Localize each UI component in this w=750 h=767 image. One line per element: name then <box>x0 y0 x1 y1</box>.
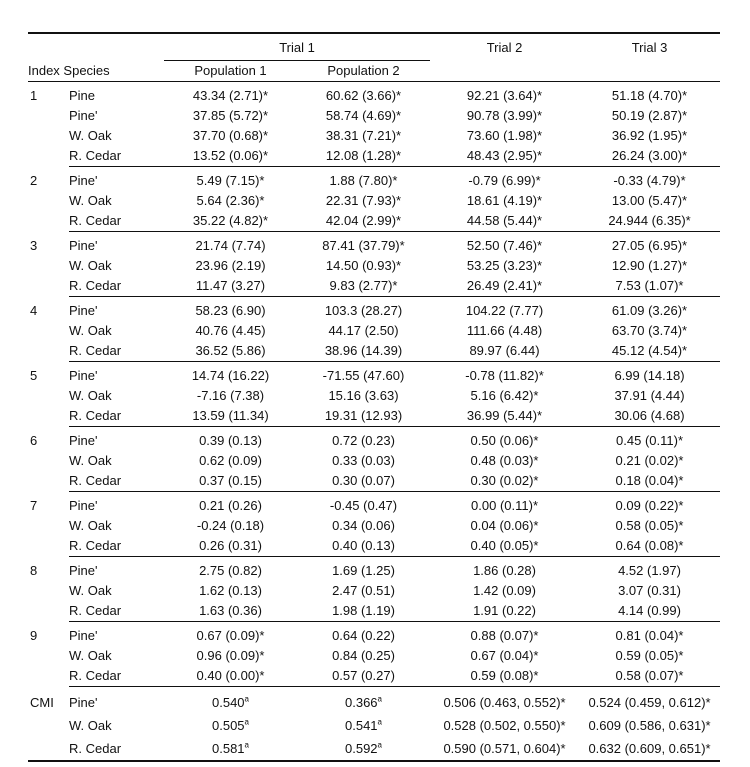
row-species: W. Oak <box>69 648 112 663</box>
cell-population2: 14.50 (0.93)* <box>325 258 402 273</box>
cell-population1: 0.21 (0.26) <box>199 498 262 513</box>
header-blank <box>28 33 69 61</box>
table-row <box>28 256 720 276</box>
cell-population1: 0.39 (0.13) <box>199 433 262 448</box>
row-species: Pine' <box>69 433 98 448</box>
cell-trial2: 0.67 (0.04)* <box>470 648 539 663</box>
cell-trial3: 27.05 (6.95)* <box>611 238 688 253</box>
cell-population1: 35.22 (4.82)* <box>164 211 297 232</box>
cell-population1: 21.74 (7.74) <box>195 238 266 253</box>
table-row <box>28 536 720 557</box>
cell-trial2: 52.50 (7.46)* <box>466 238 543 253</box>
row-species: W. Oak <box>69 128 112 143</box>
cell-population2: 0.40 (0.13) <box>297 536 430 557</box>
cell-population2: 2.47 (0.51) <box>332 583 395 598</box>
row-index <box>28 211 69 232</box>
table-row <box>28 146 720 167</box>
cell-population2: 58.74 (4.69)* <box>325 108 402 123</box>
row-species: R. Cedar <box>69 406 164 427</box>
cell-population1: 5.49 (7.15)* <box>196 173 265 188</box>
cell-trial3: 37.91 (4.44) <box>614 388 685 403</box>
table-row <box>28 492 720 517</box>
row-index <box>28 516 69 536</box>
row-index <box>28 601 69 622</box>
cell-population2: 44.17 (2.50) <box>328 323 399 338</box>
header-blank <box>430 61 579 82</box>
row-species: R. Cedar <box>69 536 164 557</box>
row-species: R. Cedar <box>69 471 164 492</box>
cell-trial3: 24.944 (6.35)* <box>579 211 720 232</box>
cell-trial2: 44.58 (5.44)* <box>430 211 579 232</box>
cell-trial3: 0.45 (0.11)* <box>616 433 683 448</box>
table-row-cmi <box>28 737 720 761</box>
cmi-superscript: a <box>377 694 382 704</box>
table-row-cmi <box>28 687 720 715</box>
cell-population1: 0.67 (0.09)* <box>196 628 265 643</box>
cell-trial3: 0.58 (0.07)* <box>579 666 720 687</box>
cell-population1: 5.64 (2.36)* <box>196 193 265 208</box>
cell-population1: -7.16 (7.38) <box>196 388 265 403</box>
row-species: W. Oak <box>69 323 112 338</box>
row-species: Pine' <box>69 303 98 318</box>
cell-trial2: -0.78 (11.82)* <box>465 368 544 383</box>
cell-population1: 37.70 (0.68)* <box>192 128 269 143</box>
row-index <box>28 451 69 471</box>
row-species: R. Cedar <box>69 211 164 232</box>
cell-trial2: 92.21 (3.64)* <box>466 88 543 103</box>
results-table <box>28 32 720 762</box>
cell-trial2: 0.00 (0.11)* <box>471 498 538 513</box>
table-row <box>28 427 720 452</box>
row-species: W. Oak <box>69 583 112 598</box>
header-trial1: Trial 1 <box>164 33 430 61</box>
table-row <box>28 666 720 687</box>
cell-trial2: 111.66 (4.48) <box>466 323 543 338</box>
cell-trial3: 45.12 (4.54)* <box>579 341 720 362</box>
cell-trial3: 0.524 (0.459, 0.612)* <box>588 695 711 710</box>
row-index: 1 <box>30 88 38 103</box>
cell-trial3: 30.06 (4.68) <box>579 406 720 427</box>
table-row <box>28 646 720 666</box>
cell-trial2: 89.97 (6.44) <box>430 341 579 362</box>
row-index: 5 <box>30 367 38 383</box>
cell-population2 <box>297 687 430 715</box>
cell-trial2: -0.79 (6.99)* <box>468 173 541 188</box>
cell-trial2: 1.86 (0.28) <box>473 563 536 578</box>
table-row <box>28 341 720 362</box>
row-species: Pine' <box>69 173 98 188</box>
table-row-cmi <box>28 714 720 737</box>
cell-trial3: 36.92 (1.95)* <box>611 128 688 143</box>
row-index <box>28 536 69 557</box>
cell-population2: 0.33 (0.03) <box>332 453 395 468</box>
cell-trial2: 0.528 (0.502, 0.550)* <box>443 718 566 733</box>
row-species: Pine <box>69 88 96 103</box>
cell-population2: 1.88 (7.80)* <box>329 173 398 188</box>
row-species: W. Oak <box>69 453 112 468</box>
table-row <box>28 516 720 536</box>
row-index: 4 <box>30 302 38 318</box>
cell-population2: 0.84 (0.25) <box>332 648 395 663</box>
cell-population1: 2.75 (0.82) <box>199 563 262 578</box>
table-row <box>28 386 720 406</box>
table-row <box>28 362 720 387</box>
header-population2: Population 2 <box>297 61 430 82</box>
cmi-value: 0.592 <box>345 741 378 756</box>
table-row <box>28 471 720 492</box>
cell-population1: 14.74 (16.22) <box>191 368 270 383</box>
table-row <box>28 601 720 622</box>
row-species: R. Cedar <box>69 341 164 362</box>
table-body <box>28 82 720 762</box>
cell-trial3: 0.21 (0.02)* <box>615 453 684 468</box>
row-index <box>28 666 69 687</box>
row-index <box>28 471 69 492</box>
row-species: R. Cedar <box>69 666 164 687</box>
cell-population1: 1.62 (0.13) <box>199 583 262 598</box>
cell-population1: 23.96 (2.19) <box>195 258 266 273</box>
cell-trial2: 0.30 (0.02)* <box>430 471 579 492</box>
cmi-value: 0.540 <box>212 695 245 710</box>
table-row <box>28 451 720 471</box>
row-index <box>28 386 69 406</box>
cell-trial3: 51.18 (4.70)* <box>611 88 688 103</box>
table-row <box>28 321 720 341</box>
row-species: W. Oak <box>69 258 112 273</box>
cell-population1: 0.40 (0.00)* <box>164 666 297 687</box>
cmi-superscript: a <box>377 740 382 750</box>
cell-population2: 42.04 (2.99)* <box>297 211 430 232</box>
cmi-superscript: a <box>377 717 382 727</box>
cell-trial3: 61.09 (3.26)* <box>611 303 688 318</box>
cell-population2: 38.96 (14.39) <box>297 341 430 362</box>
table-row <box>28 557 720 582</box>
cell-population2: 9.83 (2.77)* <box>297 276 430 297</box>
row-index <box>28 106 69 126</box>
row-species: Pine' <box>69 695 98 710</box>
cell-population2: 38.31 (7.21)* <box>325 128 402 143</box>
cell-trial2: 0.59 (0.08)* <box>430 666 579 687</box>
row-index: CMI <box>30 694 54 710</box>
cell-trial3: 3.07 (0.31) <box>618 583 681 598</box>
cell-trial3: 0.609 (0.586, 0.631)* <box>588 718 711 733</box>
cell-population1: 58.23 (6.90) <box>195 303 266 318</box>
table-row <box>28 581 720 601</box>
cell-population2: 15.16 (3.63) <box>328 388 399 403</box>
cell-population1 <box>164 687 297 715</box>
cell-population2: 12.08 (1.28)* <box>297 146 430 167</box>
cell-trial2: 18.61 (4.19)* <box>466 193 543 208</box>
table-row <box>28 106 720 126</box>
row-species: W. Oak <box>69 718 112 733</box>
row-index <box>28 714 69 737</box>
cell-population2: 19.31 (12.93) <box>297 406 430 427</box>
table-row <box>28 406 720 427</box>
table-row <box>28 211 720 232</box>
row-index <box>28 146 69 167</box>
cell-population1: 40.76 (4.45) <box>195 323 266 338</box>
header-index-species: Index Species <box>28 61 164 82</box>
row-index: 9 <box>30 627 38 643</box>
cell-trial3: 4.52 (1.97) <box>618 563 681 578</box>
cell-population1: 1.63 (0.36) <box>164 601 297 622</box>
cell-population1: -0.24 (0.18) <box>196 518 265 533</box>
row-species: Pine' <box>69 238 98 253</box>
cell-trial3: 0.81 (0.04)* <box>615 628 684 643</box>
row-index <box>28 276 69 297</box>
cell-population2: 0.34 (0.06) <box>332 518 395 533</box>
cell-population1: 13.59 (11.34) <box>164 406 297 427</box>
cell-trial3: 0.09 (0.22)* <box>615 498 684 513</box>
cmi-superscript: a <box>244 694 249 704</box>
cell-population2: 0.30 (0.07) <box>297 471 430 492</box>
row-index <box>28 581 69 601</box>
row-species: Pine' <box>69 563 98 578</box>
cell-population2: 1.69 (1.25) <box>332 563 395 578</box>
row-index <box>28 406 69 427</box>
cell-population1 <box>164 714 297 737</box>
cell-population2: 87.41 (37.79)* <box>322 238 405 253</box>
cell-population1: 13.52 (0.06)* <box>164 146 297 167</box>
row-species: R. Cedar <box>69 601 164 622</box>
cell-trial2: 26.49 (2.41)* <box>430 276 579 297</box>
cell-population2 <box>297 714 430 737</box>
cell-population1 <box>164 737 297 761</box>
header-blank <box>579 61 720 82</box>
cell-trial3: 7.53 (1.07)* <box>579 276 720 297</box>
cell-population2 <box>297 737 430 761</box>
cell-trial3: 26.24 (3.00)* <box>579 146 720 167</box>
row-index: 8 <box>30 562 38 578</box>
cmi-superscript: a <box>244 717 249 727</box>
cell-trial3: 6.99 (14.18) <box>614 368 685 383</box>
cell-trial3: 50.19 (2.87)* <box>611 108 688 123</box>
row-index <box>28 126 69 146</box>
cell-trial3: 0.64 (0.08)* <box>579 536 720 557</box>
row-index <box>28 646 69 666</box>
row-species: Pine' <box>69 368 98 383</box>
table-row <box>28 297 720 322</box>
cell-population1: 36.52 (5.86) <box>164 341 297 362</box>
cell-trial3: 0.18 (0.04)* <box>579 471 720 492</box>
row-species: R. Cedar <box>69 276 164 297</box>
row-species: Pine' <box>69 628 98 643</box>
row-species: R. Cedar <box>69 737 164 761</box>
row-index <box>28 321 69 341</box>
header-trial2: Trial 2 <box>430 33 579 61</box>
cell-trial3: 13.00 (5.47)* <box>611 193 688 208</box>
cell-population2: 60.62 (3.66)* <box>325 88 402 103</box>
cell-population2: 1.98 (1.19) <box>297 601 430 622</box>
cell-trial2: 0.40 (0.05)* <box>430 536 579 557</box>
cell-trial3: -0.33 (4.79)* <box>613 173 686 188</box>
row-species: Pine' <box>69 498 98 513</box>
cell-population2: -0.45 (0.47) <box>329 498 398 513</box>
cell-trial2: 90.78 (3.99)* <box>466 108 543 123</box>
cell-population1: 0.96 (0.09)* <box>196 648 265 663</box>
cell-trial2: 5.16 (6.42)* <box>470 388 539 403</box>
cell-trial3: 4.14 (0.99) <box>579 601 720 622</box>
header-trial3: Trial 3 <box>579 33 720 61</box>
table-row <box>28 232 720 257</box>
cell-trial2: 1.42 (0.09) <box>473 583 536 598</box>
cell-trial2: 0.506 (0.463, 0.552)* <box>443 695 566 710</box>
cell-trial2: 1.91 (0.22) <box>430 601 579 622</box>
table-row <box>28 167 720 192</box>
cell-trial3: 0.632 (0.609, 0.651)* <box>579 737 720 761</box>
row-index: 2 <box>30 172 38 188</box>
cell-trial2: 53.25 (3.23)* <box>466 258 543 273</box>
cmi-superscript: a <box>244 740 249 750</box>
cell-trial2: 0.04 (0.06)* <box>470 518 539 533</box>
cell-population2: 103.3 (28.27) <box>324 303 403 318</box>
row-index <box>28 341 69 362</box>
cell-trial3: 0.58 (0.05)* <box>615 518 684 533</box>
cell-trial3: 0.59 (0.05)* <box>615 648 684 663</box>
cell-trial2: 0.88 (0.07)* <box>470 628 539 643</box>
cell-population2: 22.31 (7.93)* <box>325 193 402 208</box>
row-species: W. Oak <box>69 388 112 403</box>
header-blank <box>69 33 164 61</box>
cmi-value: 0.505 <box>212 718 245 733</box>
cell-population1: 11.47 (3.27) <box>164 276 297 297</box>
row-index: 3 <box>30 237 38 253</box>
cell-population2: -71.55 (47.60) <box>322 368 405 383</box>
cell-trial2: 36.99 (5.44)* <box>430 406 579 427</box>
table-row <box>28 276 720 297</box>
cell-trial2: 0.50 (0.06)* <box>470 433 539 448</box>
cell-trial2: 73.60 (1.98)* <box>466 128 543 143</box>
cmi-value: 0.366 <box>345 695 378 710</box>
cell-population2: 0.57 (0.27) <box>297 666 430 687</box>
row-index: 6 <box>30 432 38 448</box>
cell-trial2: 48.43 (2.95)* <box>430 146 579 167</box>
cell-trial2: 0.590 (0.571, 0.604)* <box>430 737 579 761</box>
cell-population2: 0.64 (0.22) <box>332 628 395 643</box>
row-species: R. Cedar <box>69 146 164 167</box>
cell-population1: 0.26 (0.31) <box>164 536 297 557</box>
data-table-container <box>28 32 720 762</box>
row-species: W. Oak <box>69 193 112 208</box>
cell-population1: 0.37 (0.15) <box>164 471 297 492</box>
row-index <box>28 737 69 761</box>
cell-trial3: 12.90 (1.27)* <box>611 258 688 273</box>
header-population1: Population 1 <box>164 61 297 82</box>
cmi-value: 0.581 <box>212 741 245 756</box>
row-index <box>28 256 69 276</box>
cell-population1: 37.85 (5.72)* <box>192 108 269 123</box>
cmi-value: 0.541 <box>345 718 378 733</box>
cell-population2: 0.72 (0.23) <box>332 433 395 448</box>
cell-trial2: 0.48 (0.03)* <box>470 453 539 468</box>
row-species: W. Oak <box>69 518 112 533</box>
table-row <box>28 622 720 647</box>
cell-population1: 0.62 (0.09) <box>199 453 262 468</box>
table-row <box>28 126 720 146</box>
row-species: Pine' <box>69 108 98 123</box>
row-index <box>28 191 69 211</box>
cell-trial3: 63.70 (3.74)* <box>611 323 688 338</box>
cell-trial2: 104.22 (7.77) <box>465 303 544 318</box>
table-row <box>28 82 720 107</box>
row-index: 7 <box>30 497 38 513</box>
table-row <box>28 191 720 211</box>
cell-population1: 43.34 (2.71)* <box>192 88 269 103</box>
